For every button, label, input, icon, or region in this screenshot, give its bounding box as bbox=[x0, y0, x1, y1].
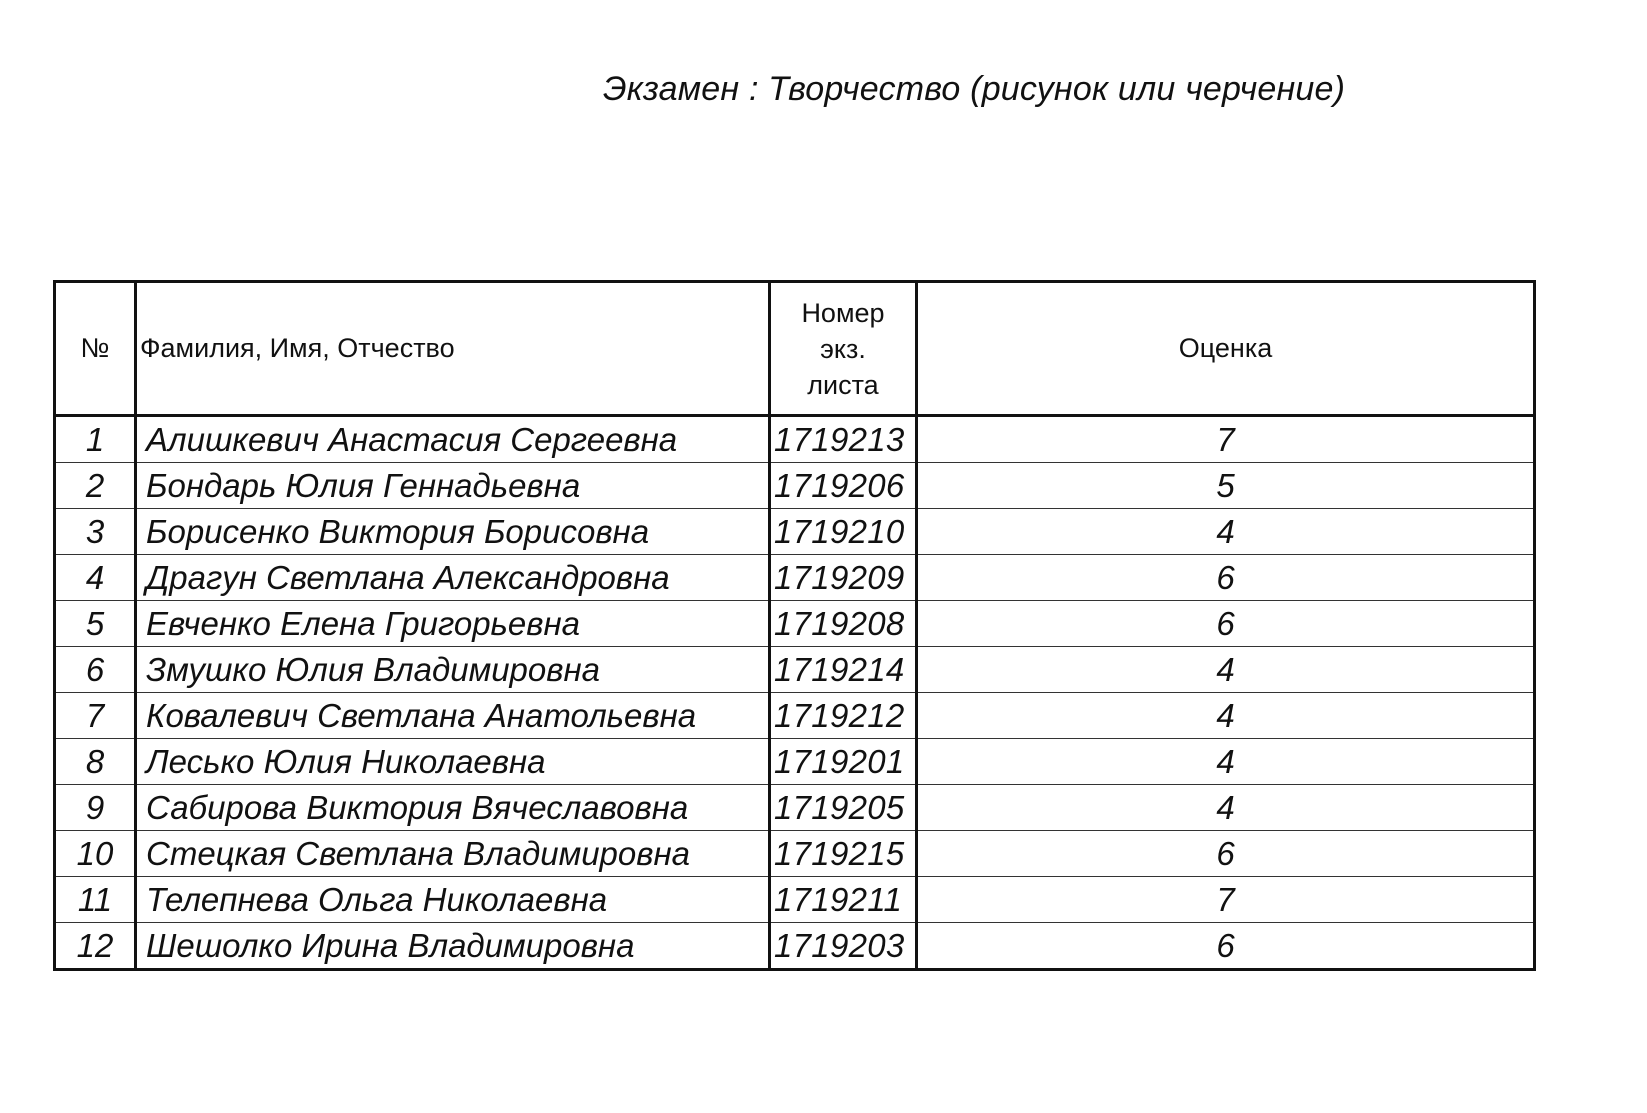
header-number: № bbox=[55, 282, 136, 416]
sheet-number: 1719210 bbox=[770, 509, 917, 555]
grade-value: 4 bbox=[917, 785, 1535, 831]
table-row bbox=[55, 785, 1535, 831]
sheet-number: 1719214 bbox=[770, 647, 917, 693]
sheet-number: 1719211 bbox=[770, 877, 917, 923]
grade-value: 7 bbox=[917, 877, 1535, 923]
header-full-name: Фамилия, Имя, Отчество bbox=[136, 282, 770, 416]
row-number: 2 bbox=[55, 463, 136, 509]
sheet-number: 1719215 bbox=[770, 831, 917, 877]
row-number: 12 bbox=[55, 923, 136, 970]
grade-value: 7 bbox=[917, 416, 1535, 463]
table-row bbox=[55, 831, 1535, 877]
row-number: 5 bbox=[55, 601, 136, 647]
exam-title: Экзамен : Творчество (рисунок или черчение) bbox=[603, 70, 1346, 108]
grade-value: 4 bbox=[917, 647, 1535, 693]
student-name: Телепнева Ольга Николаевна bbox=[136, 877, 770, 923]
grade-value: 4 bbox=[917, 693, 1535, 739]
student-name: Драгун Светлана Александровна bbox=[136, 555, 770, 601]
grade-value: 6 bbox=[917, 923, 1535, 970]
grade-value: 4 bbox=[917, 739, 1535, 785]
table-row bbox=[55, 693, 1535, 739]
table-row bbox=[55, 877, 1535, 923]
row-number: 10 bbox=[55, 831, 136, 877]
grade-value: 4 bbox=[917, 509, 1535, 555]
student-name: Стецкая Светлана Владимировна bbox=[136, 831, 770, 877]
header-grade: Оценка bbox=[917, 282, 1535, 416]
sheet-number: 1719205 bbox=[770, 785, 917, 831]
student-name: Сабирова Виктория Вячеславовна bbox=[136, 785, 770, 831]
grade-value: 6 bbox=[917, 601, 1535, 647]
student-name: Змушко Юлия Владимировна bbox=[136, 647, 770, 693]
student-name: Шешолко Ирина Владимировна bbox=[136, 923, 770, 970]
student-name: Алишкевич Анастасия Сергеевна bbox=[136, 416, 770, 463]
row-number: 7 bbox=[55, 693, 136, 739]
table-row bbox=[55, 647, 1535, 693]
table-row bbox=[55, 739, 1535, 785]
table-row bbox=[55, 509, 1535, 555]
row-number: 11 bbox=[55, 877, 136, 923]
sheet-number: 1719206 bbox=[770, 463, 917, 509]
student-name: Борисенко Виктория Борисовна bbox=[136, 509, 770, 555]
grade-value: 6 bbox=[917, 555, 1535, 601]
sheet-number: 1719208 bbox=[770, 601, 917, 647]
row-number: 3 bbox=[55, 509, 136, 555]
table-row bbox=[55, 416, 1535, 463]
row-number: 4 bbox=[55, 555, 136, 601]
table-row bbox=[55, 463, 1535, 509]
sheet-number: 1719212 bbox=[770, 693, 917, 739]
sheet-number: 1719209 bbox=[770, 555, 917, 601]
sheet-number: 1719213 bbox=[770, 416, 917, 463]
student-name: Ковалевич Светлана Анатольевна bbox=[136, 693, 770, 739]
row-number: 9 bbox=[55, 785, 136, 831]
table-row bbox=[55, 601, 1535, 647]
header-row bbox=[55, 282, 1535, 416]
row-number: 8 bbox=[55, 739, 136, 785]
sheet-number: 1719201 bbox=[770, 739, 917, 785]
grade-value: 6 bbox=[917, 831, 1535, 877]
student-name: Бондарь Юлия Геннадьевна bbox=[136, 463, 770, 509]
results-table bbox=[53, 280, 1536, 971]
sheet-number: 1719203 bbox=[770, 923, 917, 970]
student-name: Лесько Юлия Николаевна bbox=[136, 739, 770, 785]
student-name: Евченко Елена Григорьевна bbox=[136, 601, 770, 647]
header-sheet-number: Номер экз. листа bbox=[770, 282, 917, 416]
table-row bbox=[55, 555, 1535, 601]
table-row bbox=[55, 923, 1535, 970]
row-number: 6 bbox=[55, 647, 136, 693]
grade-value: 5 bbox=[917, 463, 1535, 509]
row-number: 1 bbox=[55, 416, 136, 463]
